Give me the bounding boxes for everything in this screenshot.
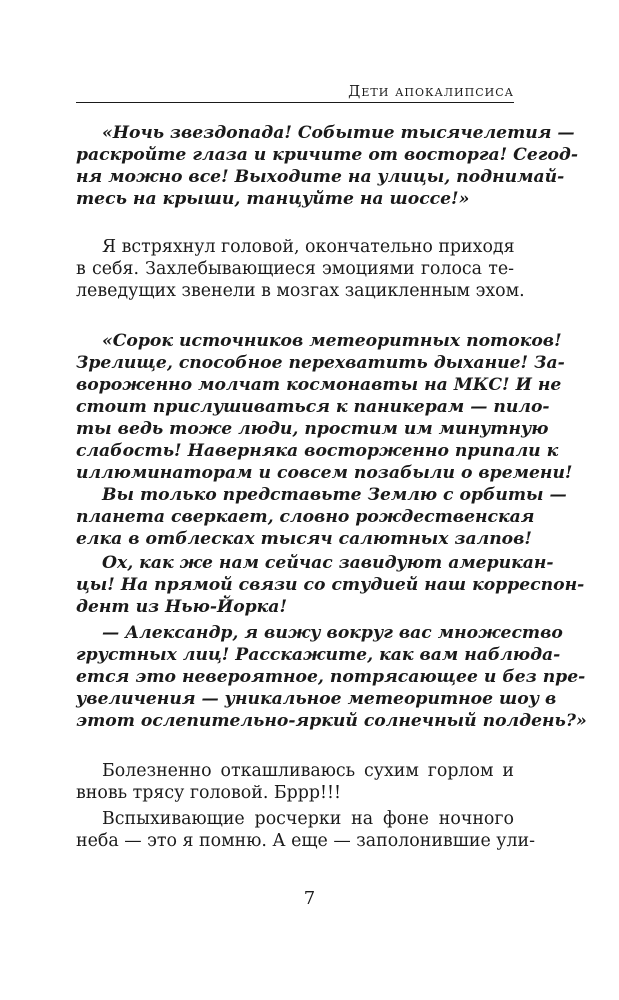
text-line: цы! На прямой связи со студией наш корреспон- — [76, 575, 585, 595]
text-line: ня можно все! Выходите на улицы, поднимай- — [76, 167, 565, 187]
text-line: дент из Нью-Йорка! — [76, 597, 287, 617]
text-line: стоит прислушиваться к паникерам — пило- — [76, 397, 550, 417]
text-line: леведущих звенели в мозгах зацикленным эхом. — [76, 281, 525, 301]
text-line: неба — это я помню. А еще — заполонившие ули- — [76, 831, 536, 851]
text-line: Зрелище, способное перехватить дыхание! За- — [76, 353, 565, 373]
text-line: планета сверкает, словно рождественская — [76, 507, 535, 527]
text-line: Вы только представьте Землю с орбиты — — [102, 485, 567, 505]
text-line: Вспыхивающие росчерки на фоне ночного — [102, 809, 514, 829]
text-line: в себя. Захлебывающиеся эмоциями голоса те- — [76, 259, 514, 279]
text-line: вновь трясу головой. Бррр!!! — [76, 783, 342, 803]
text-line: «Сорок источников метеоритных потоков! — [102, 331, 562, 351]
text-line: ется это невероятное, потрясающее и без пре- — [76, 667, 586, 687]
text-line: этот ослепительно-яркий солнечный полдень?» — [76, 711, 587, 731]
page-number: 7 — [303, 888, 316, 909]
text-line: елка в отблесках тысяч салютных залпов! — [76, 529, 532, 549]
running-head-title: Дети апокалипсиса — [348, 82, 514, 100]
text-line: Ох, как же нам сейчас завидуют американ- — [102, 553, 554, 573]
text-line: иллюминаторам и совсем позабыли о времени! — [76, 463, 573, 483]
text-line: грустных лиц! Расскажите, как вам наблюда- — [76, 645, 561, 665]
text-line: ты ведь тоже люди, простим им минутную — [76, 419, 549, 439]
text-line: «Ночь звездопада! Событие тысячелетия — — [102, 123, 575, 143]
text-line: раскройте глаза и кричите от восторга! Сегод- — [76, 145, 579, 165]
text-line: Болезненно откашливаюсь сухим горлом и — [102, 761, 514, 781]
text-line: — Александр, я вижу вокруг вас множество — [102, 623, 563, 643]
text-line: вороженно молчат космонавты на МКС! И не — [76, 375, 562, 395]
header-rule — [76, 102, 514, 103]
text-line: слабость! Наверняка восторженно припали к — [76, 441, 559, 461]
text-line: тесь на крыши, танцуйте на шоссе!» — [76, 189, 470, 209]
text-line: Я встряхнул головой, окончательно приходя — [102, 237, 515, 257]
text-line: увеличения — уникальное метеоритное шоу в — [76, 689, 557, 709]
